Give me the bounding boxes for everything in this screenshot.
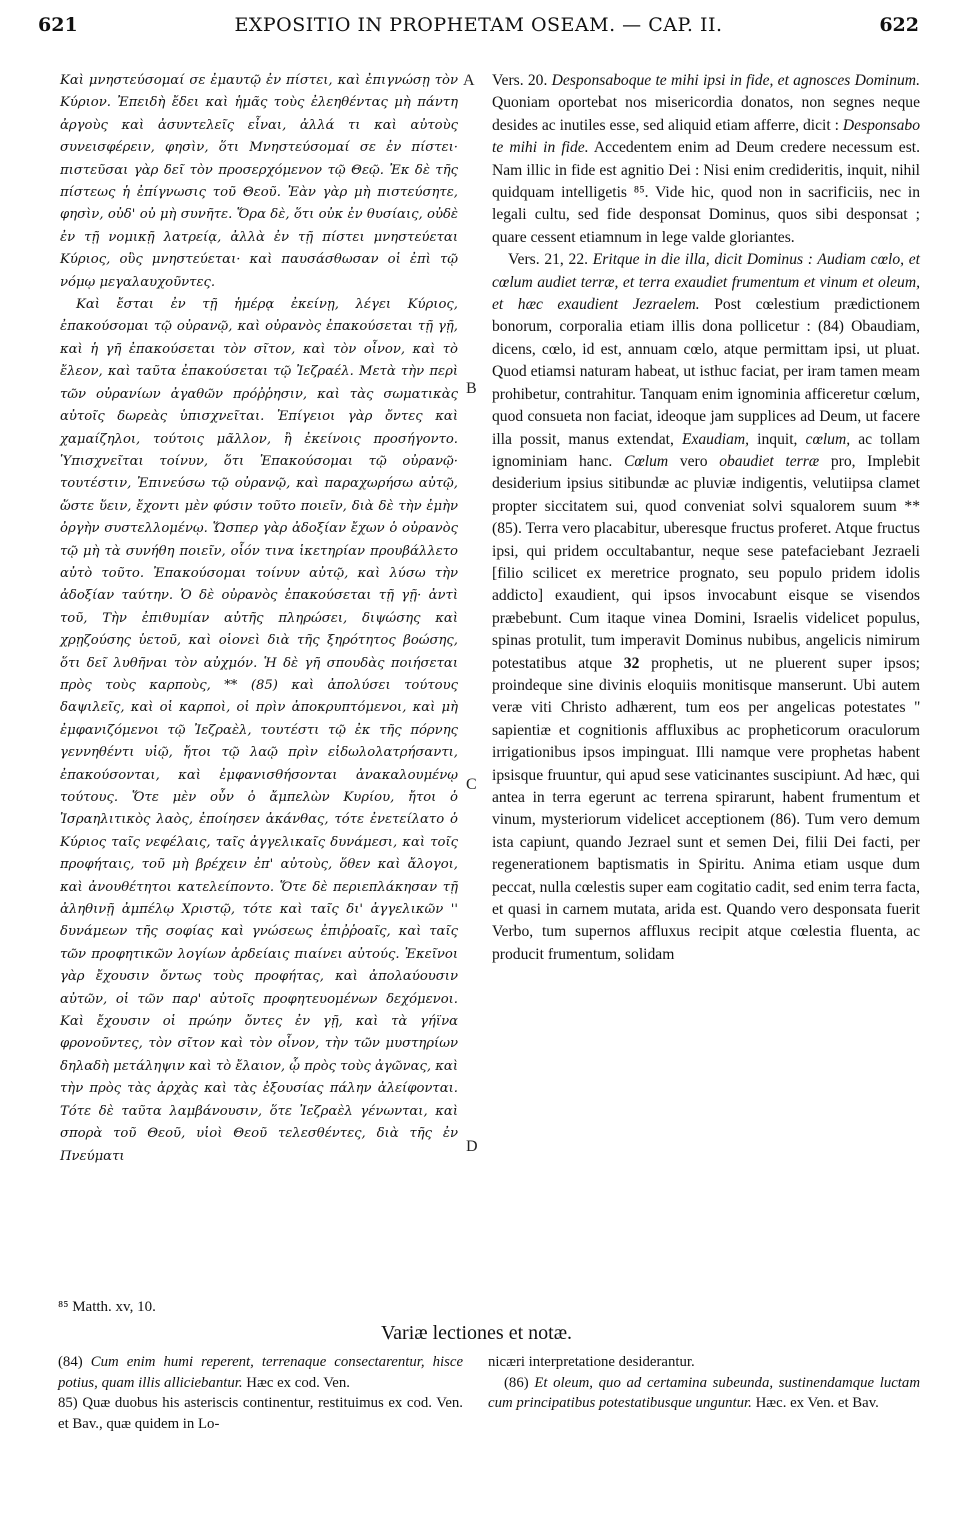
note-number: (84) — [58, 1354, 83, 1370]
verse-21-22-lemma: Eritque in die illa, dicit Dominus : Audiam cœlo, et cœlum audiet terræ, et terra exaudiet frumentum et vinum et oleum, et hæc exaudient Jezraelem. — [492, 251, 920, 314]
latin-italic: Cœlum — [623, 452, 669, 470]
page-number-right: 622 — [879, 14, 919, 36]
note-85-continued: nicæri interpretatione desiderantur. — [488, 1354, 695, 1370]
latin-paragraph-2 — [492, 249, 920, 966]
greek-paragraph-1: Καὶ μνηστεύσομαί σε ἐμαυτῷ ἐν πίστει, καὶ ἐπιγνώσῃ τὸν Κύριον. Ἐπειδὴ ἔδει καὶ ἡμᾶς τοὺς ἐλεηθέντας μὴ πάντη ἀργοὺς καὶ ἀσυντελεῖς εἶναι, ἀλλά τι καὶ αὐτοὺς συνεισφέρειν, φησὶν, ὅτι Μνηστεύσομαί σε ἐν πίστει· πιστεῦσαι γὰρ δεῖ τὸν προσερχόμενον τῷ Θεῷ. Ἐκ δὲ τῆς πίστεως ἡ ἐπίγνωσις τοῦ Θεοῦ. Ἐὰν γὰρ μὴ πιστεύσητε, φησὶν, οὐδ' οὐ μὴ συνῆτε. Ὅρα δὲ, ὅτι οὐκ ἐν θυσίαις, οὐδὲ ἐν τῇ νομικῇ λατρείᾳ, ἀλλὰ ἐν τῇ πίστει μνηστεύεται Κύριος, οὓς μνηστεύεται· καὶ παυσάσθωσαν οἱ ἐπὶ τῷ νόμῳ μεγαλαυχοῦντες. — [60, 73, 458, 290]
margin-letter-c: C — [466, 776, 477, 793]
latin-text: vero — [679, 452, 708, 470]
latin-text: ac tollam ignominiam hanc. — [492, 430, 920, 470]
running-header — [38, 14, 919, 42]
note-85: 85) Quæ duobus his asteriscis continentur, restituimus ex cod. Ven. et Bav., quæ quidem in Lo- — [58, 1395, 463, 1432]
latin-text: pro, Implebit desiderium ipsius sitibundæ ac pluviæ indigentis, velutiipsa clamet propter siccitatem sui, quod conveniat solvi squalorem suum ** (85). Terra vero placabitur, uberesque fructus proferet. Atque fructus ipsi, qui pridem occultabantur, neque sese patefaciebant Jezraeli [filio scilicet ex meretrice prognato, seu populo pridem idolis addicto] exaudient, qui ipsos invocabunt eisque se visendos præbebunt. Cum itaque vinea Domini, Israelis videlicet populus, spinas protulit, tum imperavit Dominus nubibus, angelicis nimirum potestatibus atque — [492, 452, 920, 672]
latin-paragraph-1 — [492, 70, 920, 249]
margin-letter-b: B — [466, 380, 477, 397]
margin-letter-a: A — [463, 72, 475, 89]
note-text: Cum enim humi reperent, terrenaque consectarentur, hisce potius, quam illis alliciebantur. — [58, 1354, 464, 1391]
running-title: EXPOSITIO IN PROPHETAM OSEAM. — CAP. II. — [234, 14, 723, 36]
latin-text: inquit, — [757, 430, 798, 448]
latin-italic: Exaudiam, — [681, 430, 750, 448]
note-84 — [58, 1352, 463, 1393]
verse-ref-20: Vers. 20. — [492, 72, 548, 89]
note-text: Et oleum, quo ad certamina subeunda, sustinendamque luctam cum principatibus potestatibusque unguntur. — [488, 1374, 920, 1411]
greek-column — [60, 70, 458, 1168]
page-number-left: 621 — [38, 14, 78, 36]
greek-paragraph-2: Καὶ ἔσται ἐν τῇ ἡμέρᾳ ἐκείνῃ, λέγει Κύριος, ἐπακούσομαι τῷ οὐρανῷ, καὶ οὐρανὸς ἐπακούσεται τῇ γῇ, καὶ ἡ γῆ ἐπακούσεται τὸν σῖτον, καὶ τὸν οἶνον, καὶ τὸ ἔλεον, καὶ ταῦτα ἐπακούσεται τῷ Ἰεζραέλ. Μετὰ τὴν περὶ τῶν οὐρανίων ἀγαθῶν πρόῤῥησιν, καὶ τὰς σωματικὰς αὐτοῖς δωρεὰς ὑπισχνεῖται. Ἐπίγειοι γὰρ ὄντες καὶ χαμαίζηλοι, τούτοις μᾶλλον, ἢ ἐκείνοις προσήγοντο. Ὑπισχνεῖται τοίνυν, ὅτι Ἐπακούσομαι τῷ οὐρανῷ· τουτέστιν, Ἐπινεύσω τῷ οὐρανῷ, καὶ παραχωρήσω αὐτῷ, ὥστε ὕειν, ἔχοντι μὲν φύσιν τοῦτο ποιεῖν, διὰ δὲ τὴν ἐμὴν ὀργὴν συστελλομένῳ. Ὥσπερ γὰρ ἀδοξίαν ἔχων ὁ οὐρανὸς τῷ μὴ τὰ συνήθη ποιεῖν, οἷόν τινα ἱκετηρίαν προυβάλλετο αὐτὸ τοῦτο. Ἐπακούσομαι τοίνυν αὐτῷ, καὶ λύσω τὴν ἀδοξίαν ταύτην. Ὁ δὲ οὐρανὸς ἐπακούσεται τῇ γῇ· ἀντὶ τοῦ, Τὴν ἐπιθυμίαν αὐτῆς πληρώσει, διψώσης καὶ χρῃζούσης ὑετοῦ, καὶ οἱονεὶ διὰ τῆς ξηρότητος βοώσης, ὅτι δεῖ λυθῆναι τὸν αὐχμόν. Ἡ δὲ γῆ σπουδὰς ποιήσεται πρὸς τοὺς καρποὺς, ** (85) καὶ ἀπολύσει τούτους δαψιλεῖς, καὶ οἱ καρποὶ, οἱ πρὶν ἀποκρυπτόμενοι, καὶ μὴ ἐμφανιζόμενοι τῷ Ἰεζραὲλ, τουτέστι τῷ ἐκ τῆς πόρνης γεννηθέντι υἱῷ, ἤτοι τῷ λαῷ πρὶν εἰδωλολατρήσαντι, ἐπακούσονται, καὶ ἐμφανισθήσονται ἀνακαλουμένῳ τούτους. Ὅτε μὲν οὖν ὁ ἄμπελὼν Κυρίου, ἤτοι ὁ Ἰσραηλιτικὸς λαὸς, ἐποίησεν ἀκάνθας, τότε ἐνετείλατο ὁ Κύριος ταῖς νεφέλαις, ταῖς ἀγγελικαῖς δυνάμεσι, καὶ τοῖς προφήταις, τοῦ μὴ βρέχειν ἐπ' αὐτοὺς, ὅθεν καὶ ἄλογοι, καὶ ἀνουθέτητοι κατελείποντο. Ὅτε δὲ περιεπλάκησαν τῇ ἀληθινῇ ἀμπέλῳ Χριστῷ, τότε καὶ ταῖς δι' ἀγγελικῶν '' δυνάμεων τῆς σοφίας καὶ γνώσεως ἐπιῤῥοαῖς, καὶ ταῖς τῶν προφητικῶν λογίων ἀρδείαις πιαίνει αὐτούς. Ἐκεῖνοι γὰρ ἔχουσιν ὄντως τοὺς προφήτας, καὶ ἀπολαύουσιν αὐτῶν, οἱ τῶν παρ' αὐτοῖς προφητευομένων δεχόμενοι. Καὶ ἔχουσιν οἱ πρώην ὄντες ἐν γῇ, καὶ τὰ γήϊνα φρονοῦντες, τὸν σῖτον καὶ τὸν οἶνον, τὴν τῶν μυστηρίων δηλαδὴ μετάληψιν καὶ τὸ ἔλαιον, ᾧ πρὸς τοὺς ἀγῶνας, καὶ τὴν πρὸς τὰς ἀρχὰς καὶ τὰς ἐξουσίας πάλην ἀλείφονται. Τότε δὲ ταῦτα λαμβάνουσιν, ὅτε Ἰεζραὲλ γένωνται, καὶ σπορὰ τοῦ Θεοῦ, υἱοὶ Θεοῦ τελεσθέντες, διὰ τῆς ἐν Πνεύματι — [60, 297, 458, 1164]
latin-column — [492, 70, 920, 966]
note-86 — [488, 1373, 920, 1414]
notes-heading: Variæ lectiones et notæ. — [380, 1322, 573, 1344]
notes-right-column — [488, 1352, 920, 1414]
latin-italic: cœlum, — [805, 430, 851, 448]
note-number: (86) — [504, 1374, 529, 1391]
latin-text: Post cœlestium prædictionem bonorum, corporalia etiam illis dona pollicetur : (84) Obaudiam, dicens, cœlo, id est, annuam cœlo, atque permittam ipsi, ut pluat. Quod etiamsi naturam habeat, ut isthuc faciat, per iram tamen meam prohibetur, contrahitur. Tanquam enim ignominia afficeretur cœlum, quod consueta non faciat, ideoque jam supplices ad Deum, ut facere illa possit, manus extendat, — [492, 296, 920, 448]
latin-italic: obaudiet terræ — [719, 452, 820, 470]
note-source: Hæc. ex Ven. et Bav. — [755, 1395, 879, 1411]
verse-20-lemma: Desponsaboque te mihi ipsi in fide, et agnosces Dominum. — [551, 72, 920, 89]
migne-column-number: 32 — [623, 654, 640, 672]
verse-ref-21-22: Vers. 21, 22. — [508, 251, 589, 269]
latin-text: Quoniam oportebat nos misericordia donatos, non segnes neque desides ac inutiles esse, sed aliquid etiam afferre, dicit : — [492, 94, 920, 134]
latin-quote: Desponsabo te mihi in fide. — [492, 116, 920, 157]
margin-letter-d: D — [466, 1138, 478, 1155]
note-source: Hæc ex cod. Ven. — [246, 1374, 350, 1391]
latin-text: Accedentem enim ad Deum credere necessum est. Nam illic in fide est agnitio Dei : Nisi enim credideritis, inquit, nihil quidquam intelligetis ⁸⁵. Vide hic, quod non in sacrificiis, nec in legali cultu, sed fide desponsat Dominus, quos sibi desponsat ; quare cessent etiamnum in lege valde gloriantes. — [492, 139, 920, 246]
latin-text: prophetis, ut ne pluerent super ipsos; proindeque sine divinis eloquiis monitisque manserunt. Ubi autem veræ viti Christo adhærent, tum eos per angelicas potestates '' sapientiæ et cognitionis affluxibus ac propheticorum oraculorum irrigationibus ipsos impinguat. Illi namque vere prophetas habent ipsisque fruuntur, qui apud sese vaticinantes suscipiunt. Ad hæc, qui antea in terra egerunt ac terrena spirarunt, habent frumentum et vinum, mysteriorum videlicet acceptionem (86). Tum vero demum ista capiunt, quando Jezrael sunt et semen Dei, filii Dei facti, per regenerationem baptismatis in Spiritu. Anima etiam usque dum peccat, nulla cœlestis super eam cogitatio cadit, sed enim terra facta, et quasi in carnem mutata, arida est. Quando vero desponsata fuerit Verbo, tum supernos affluxus recipit atque cœlestia fluenta, ac producit frumentum, solidam — [492, 654, 920, 963]
greek-footnote: ⁸⁵ Matth. xv, 10. — [58, 1299, 156, 1315]
notes-left-column — [58, 1352, 463, 1434]
